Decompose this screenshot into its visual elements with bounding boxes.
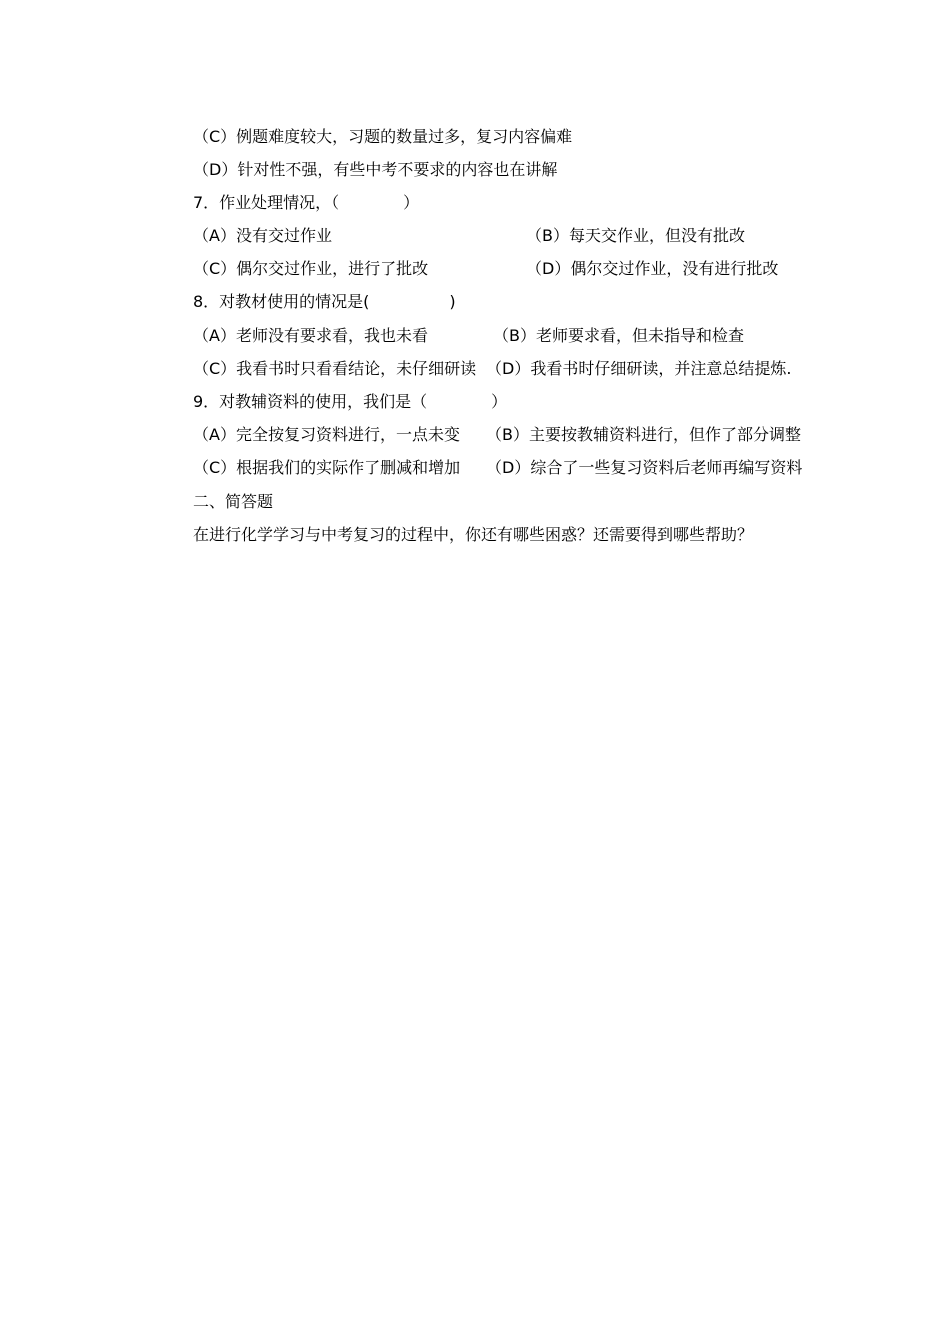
q7-option-c: （C）偶尔交过作业，进行了批改 [193, 259, 429, 278]
q7-option-b: （B）每天交作业，但没有批改 [526, 226, 745, 245]
q7-stem: 7．作业处理情况，（ ） [193, 193, 420, 212]
q8-option-d: （D）我看书时仔细研读，并注意总结提炼. [486, 359, 792, 378]
q9-options-row-2 [193, 451, 813, 484]
q8-option-b: （B）老师要求看，但未指导和检查 [493, 326, 744, 345]
q9-option-d: （D）综合了一些复习资料后老师再编写资料 [486, 458, 803, 477]
q8-stem: 8．对教材使用的情况是( ) [193, 292, 456, 311]
q8-options-row-2 [193, 352, 813, 385]
q8-options-row-1 [193, 319, 813, 352]
q9-option-c: （C）根据我们的实际作了删减和增加 [193, 458, 461, 477]
q9-option-b: （B）主要按教辅资料进行，但作了部分调整 [486, 425, 801, 444]
q7-option-a: （A）没有交过作业 [193, 226, 332, 245]
q8-option-c: （C）我看书时只看看结论，未仔细研读 [193, 359, 477, 378]
q7-options-row-2 [193, 252, 813, 285]
section2-heading: 二、简答题 [193, 492, 274, 511]
q7-options-row-1 [193, 219, 813, 252]
q7-option-d: （D）偶尔交过作业，没有进行批改 [526, 259, 779, 278]
q9-options-row-1 [193, 418, 813, 451]
q6-option-c: （C）例题难度较大，习题的数量过多，复习内容偏难 [193, 127, 573, 146]
q9-option-a: （A）完全按复习资料进行，一点未变 [193, 425, 460, 444]
q6-option-d: （D）针对性不强，有些中考不要求的内容也在讲解 [193, 160, 558, 179]
q9-stem: 9．对教辅资料的使用，我们是（ ） [193, 392, 508, 411]
q8-option-a: （A）老师没有要求看，我也未看 [193, 326, 428, 345]
section2-question: 在进行化学学习与中考复习的过程中，你还有哪些困惑？还需要得到哪些帮助？ [193, 525, 754, 544]
